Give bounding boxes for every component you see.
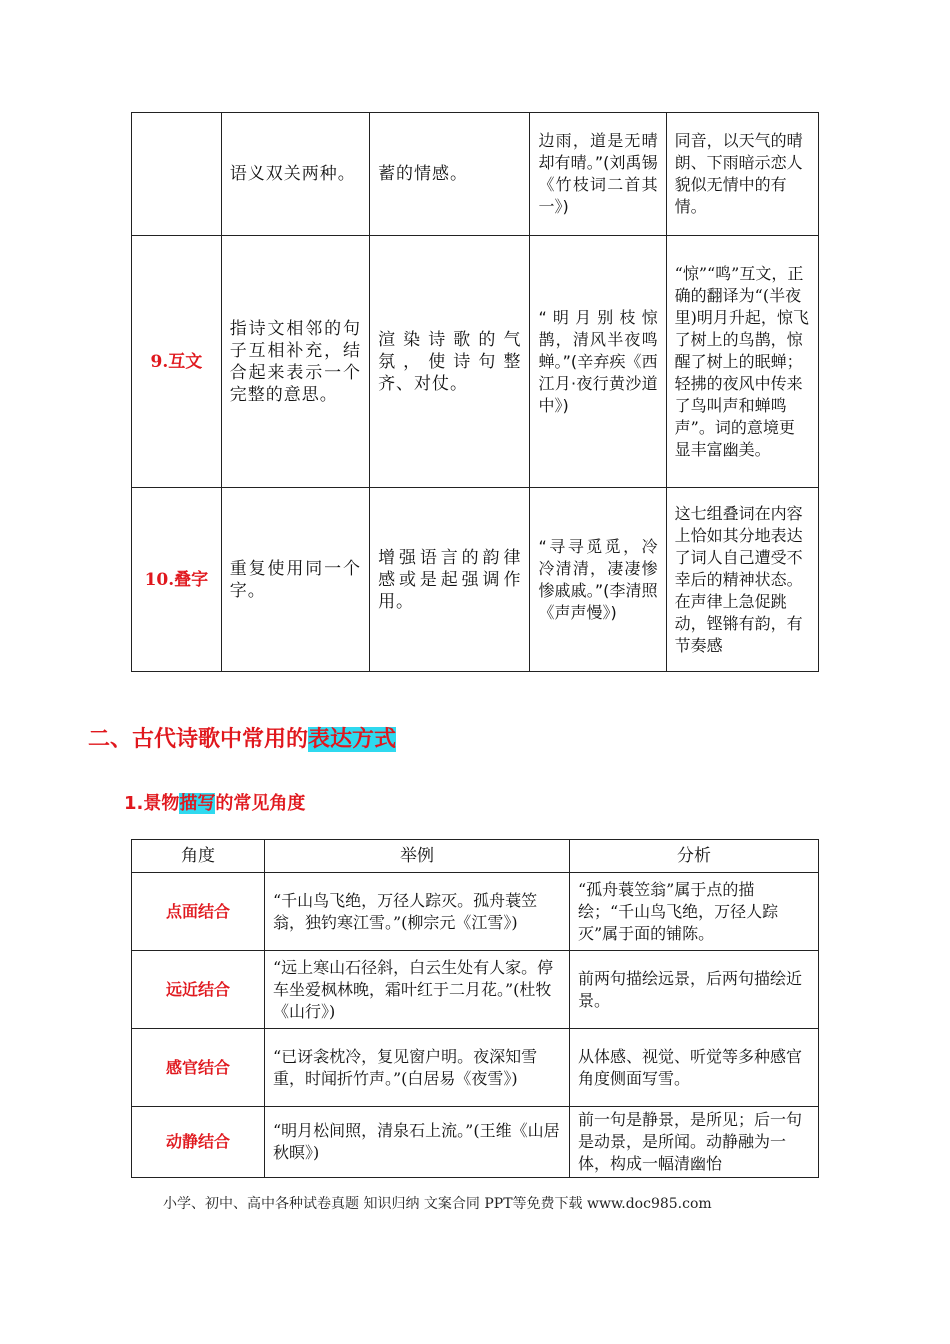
section-heading-highlight: 表达方式 bbox=[308, 727, 397, 752]
section-heading bbox=[88, 722, 396, 753]
technique-example: 边雨，道是无晴却有晴。”(刘禹锡《竹枝词二首其一》) bbox=[530, 113, 666, 236]
table-row bbox=[132, 236, 819, 488]
table-row bbox=[132, 1107, 819, 1178]
technique-example: “明月别枝惊鹊，清风半夜鸣蝉。”(辛弃疾《西江月·夜行黄沙道中》) bbox=[530, 236, 666, 488]
technique-analysis: “惊”“鸣”互文，正确的翻译为“(半夜里)明月升起，惊飞了树上的鸟鹊，惊醒了树上的眠蝉；轻拂的夜风中传来了鸟叫声和蝉鸣声”。词的意境更显丰富幽美。 bbox=[666, 236, 818, 488]
table-row bbox=[132, 1029, 819, 1107]
technique-name: 10.叠字 bbox=[132, 488, 222, 672]
angle-example: “远上寒山石径斜，白云生处有人家。停车坐爱枫林晚，霜叶红于二月花。”(杜牧《山行》) bbox=[265, 951, 570, 1029]
angle-analysis: 前两句描绘远景，后两句描绘近景。 bbox=[570, 951, 819, 1029]
angle-analysis: “孤舟蓑笠翁”属于点的描绘；“千山鸟飞绝，万径人踪灭”属于面的铺陈。 bbox=[570, 873, 819, 951]
technique-analysis: 同音，以天气的晴朗、下雨暗示恋人貌似无情中的有情。 bbox=[666, 113, 818, 236]
header-example: 举例 bbox=[265, 840, 570, 873]
angle-name: 感官结合 bbox=[132, 1029, 265, 1107]
page-footer: 小学、初中、高中各种试卷真题 知识归纳 文案合同 PPT等免费下载 www.doc985.com bbox=[163, 1196, 712, 1212]
technique-name bbox=[132, 113, 222, 236]
angle-analysis: 前一句是静景，是所见；后一句是动景，是所闻。动静融为一体，构成一幅清幽怡 bbox=[570, 1107, 819, 1178]
table-row bbox=[132, 873, 819, 951]
sub-heading-prefix: 1.景物 bbox=[124, 793, 180, 814]
technique-effect: 增强语言的韵律感或是起强调作用。 bbox=[370, 488, 530, 672]
sub-heading-highlight: 描写 bbox=[179, 793, 216, 814]
angle-analysis: 从体感、视觉、听觉等多种感官角度侧面写雪。 bbox=[570, 1029, 819, 1107]
sub-heading bbox=[124, 789, 305, 815]
angle-name: 远近结合 bbox=[132, 951, 265, 1029]
header-analysis: 分析 bbox=[570, 840, 819, 873]
header-angle: 角度 bbox=[132, 840, 265, 873]
angle-name: 点面结合 bbox=[132, 873, 265, 951]
table-row bbox=[132, 951, 819, 1029]
angle-example: “千山鸟飞绝，万径人踪灭。孤舟蓑笠翁，独钓寒江雪。”(柳宗元《江雪》) bbox=[265, 873, 570, 951]
table-header-row bbox=[132, 840, 819, 873]
rhetoric-table bbox=[131, 112, 819, 672]
technique-definition: 重复使用同一个字。 bbox=[221, 488, 369, 672]
scenery-angle-table bbox=[131, 839, 819, 1178]
technique-definition: 指诗文相邻的句子互相补充，结合起来表示一个完整的意思。 bbox=[221, 236, 369, 488]
table-row bbox=[132, 113, 819, 236]
technique-effect: 渲染诗歌的气氛，使诗句整齐、对仗。 bbox=[370, 236, 530, 488]
technique-example: “寻寻觅觅，冷冷清清，凄凄惨惨戚戚。”(李清照《声声慢》) bbox=[530, 488, 666, 672]
table-row bbox=[132, 488, 819, 672]
section-heading-text: 二、古代诗歌中常用的 bbox=[88, 727, 309, 752]
angle-name: 动静结合 bbox=[132, 1107, 265, 1178]
angle-example: “已讶衾枕冷，复见窗户明。夜深知雪重，时闻折竹声。”(白居易《夜雪》) bbox=[265, 1029, 570, 1107]
technique-analysis: 这七组叠词在内容上恰如其分地表达了词人自己遭受不幸后的精神状态。在声律上急促跳动，铿锵有韵，有节奏感 bbox=[666, 488, 818, 672]
technique-effect: 蓄的情感。 bbox=[370, 113, 530, 236]
sub-heading-suffix: 的常见角度 bbox=[215, 793, 306, 814]
technique-name: 9.互文 bbox=[132, 236, 222, 488]
angle-example: “明月松间照，清泉石上流。”(王维《山居秋暝》) bbox=[265, 1107, 570, 1178]
technique-definition: 语义双关两种。 bbox=[221, 113, 369, 236]
